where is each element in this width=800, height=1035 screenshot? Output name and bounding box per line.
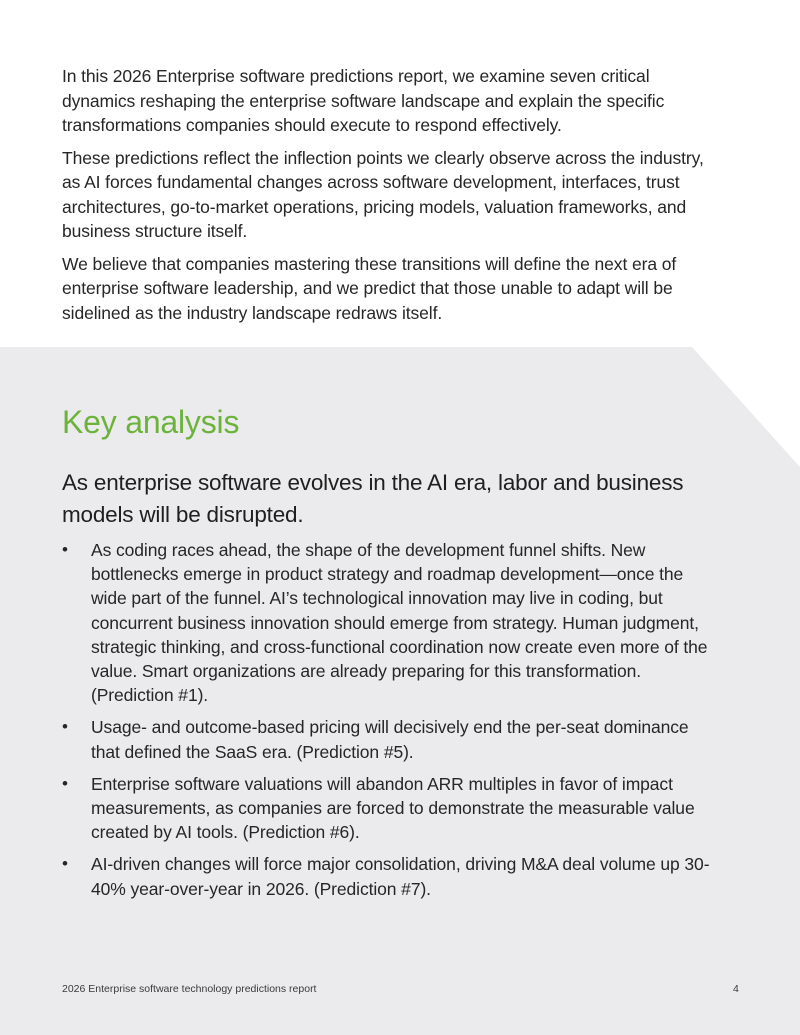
bullet-icon: •	[62, 717, 68, 737]
section-title: Key analysis	[62, 404, 240, 440]
list-item	[62, 538, 722, 707]
bullet-icon: •	[62, 540, 68, 559]
bullet-icon: •	[62, 854, 68, 874]
intro-paragraph-2: These predictions reflect the inflection points we clearly observe across the industry, as AI forces fundamental changes across software development, interfaces, trust architectures, go-to-market operations, pricing models, valuation frameworks, and business structure itself.	[62, 147, 704, 241]
list-item	[62, 772, 722, 845]
bullet-text: Enterprise software valuations will abandon ARR multiples in favor of impact measurements, as companies are forced to demonstrate the measurable value created by AI tools. (Prediction #6).	[91, 773, 695, 843]
intro-paragraph-1: In this 2026 Enterprise software predictions report, we examine seven critical dynamics reshaping the enterprise software landscape and explain the specific transformations companies should execute to respond effectively.	[62, 66, 665, 135]
list-item	[62, 852, 722, 900]
footer-report-title: 2026 Enterprise software technology predictions report	[62, 983, 317, 995]
list-item	[62, 715, 722, 763]
bullet-icon: •	[62, 773, 68, 793]
bullet-text: Usage- and outcome-based pricing will decisively end the per-seat dominance that defined the SaaS era. (Prediction #5).	[91, 717, 689, 762]
bullet-text: AI-driven changes will force major consolidation, driving M&A deal volume up 30-40% year-over-year in 2026. (Prediction #7).	[91, 854, 710, 899]
page-number: 4	[733, 983, 739, 995]
intro-section	[62, 64, 722, 333]
lead-statement: As enterprise software evolves in the AI era, labor and business models will be disrupted.	[62, 470, 684, 527]
bullet-list	[62, 538, 722, 909]
bullet-text: As coding races ahead, the shape of the development funnel shifts. New bottlenecks emerge in product strategy and roadmap development—once the wide part of the funnel. AI’s technological innovation may live in coding, but concurrent business innovation should emerge from strategy. Human judgment, strategic thinking, and cross-functional coordination now create even more of the value. Smart organizations are already preparing for this transformation. (Prediction #1).	[91, 540, 708, 706]
intro-paragraph-3: We believe that companies mastering these transitions will define the next era of enterprise software leadership, and we predict that those unable to adapt will be sidelined as the industry landscape redraws itself.	[62, 253, 677, 323]
